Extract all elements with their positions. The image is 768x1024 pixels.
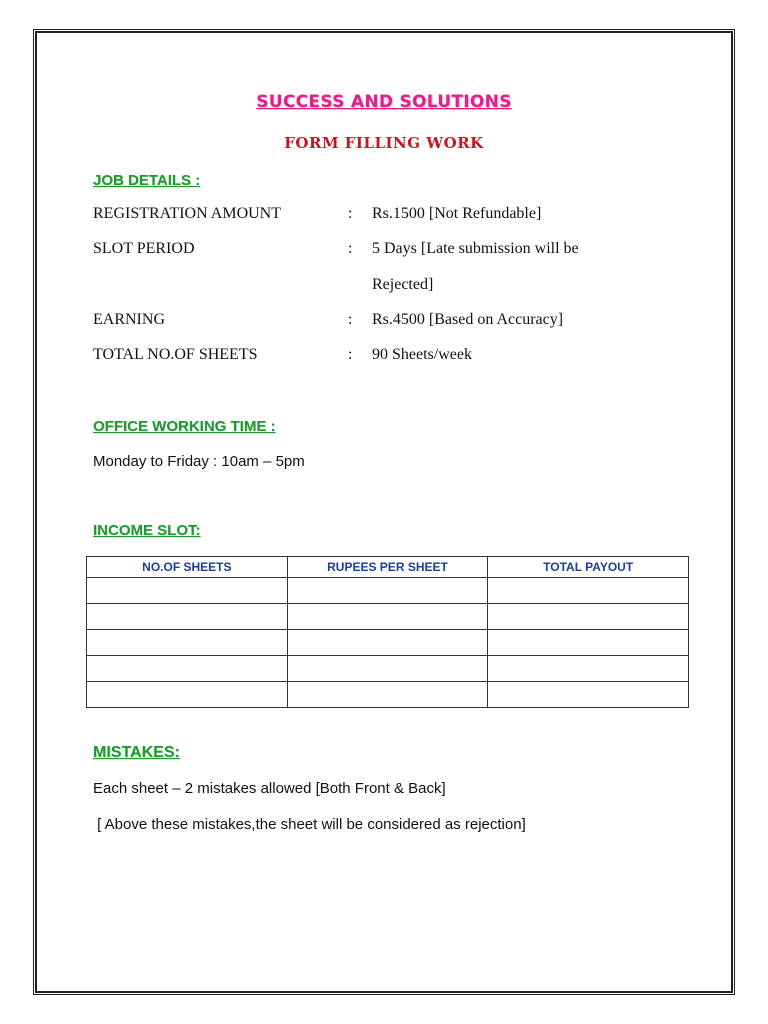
table-row	[87, 682, 689, 708]
table-row	[87, 604, 689, 630]
job-details-heading: JOB DETAILS :	[93, 172, 201, 189]
table-cell	[287, 578, 488, 604]
table-cell	[287, 604, 488, 630]
detail-label: TOTAL NO.OF SHEETS	[93, 346, 258, 363]
office-time-text: Monday to Friday : 10am – 5pm	[93, 453, 305, 470]
detail-row-registration	[93, 205, 693, 229]
table-header-row	[87, 557, 689, 578]
detail-row-earning	[93, 311, 693, 335]
table-cell	[87, 604, 288, 630]
detail-colon: :	[348, 205, 353, 222]
detail-value: Rs.4500 [Based on Accuracy]	[372, 311, 564, 328]
detail-colon: :	[348, 346, 353, 363]
income-slot-table	[86, 556, 689, 708]
table-cell	[488, 682, 689, 708]
detail-label: REGISTRATION AMOUNT	[93, 205, 281, 222]
mistakes-line-2: [ Above these mistakes,the sheet will be considered as rejection]	[93, 816, 526, 833]
column-header: TOTAL PAYOUT	[488, 557, 689, 578]
office-time-heading: OFFICE WORKING TIME :	[93, 418, 276, 435]
detail-value: 90 Sheets/week	[372, 346, 472, 363]
table-row	[87, 630, 689, 656]
table-cell	[87, 656, 288, 682]
table-cell	[287, 656, 488, 682]
detail-label: SLOT PERIOD	[93, 240, 195, 257]
mistakes-heading: MISTAKES:	[93, 744, 180, 761]
detail-row-slot-period	[93, 240, 693, 264]
detail-value-continuation: Rejected]	[372, 276, 434, 293]
table-row	[87, 656, 689, 682]
column-header: RUPEES PER SHEET	[287, 557, 488, 578]
table-cell	[87, 630, 288, 656]
detail-value: 5 Days [Late submission will be	[372, 240, 579, 257]
table-cell	[87, 682, 288, 708]
table-cell	[287, 630, 488, 656]
table-cell	[488, 630, 689, 656]
table-cell	[87, 578, 288, 604]
table-cell	[488, 578, 689, 604]
document-title: SUCCESS AND SOLUTIONS	[256, 92, 512, 112]
detail-colon: :	[348, 311, 353, 328]
detail-value: Rs.1500 [Not Refundable]	[372, 205, 542, 222]
detail-row-total-sheets	[93, 346, 693, 370]
income-slot-heading: INCOME SLOT:	[93, 522, 201, 539]
table-row	[87, 578, 689, 604]
table-cell	[287, 682, 488, 708]
table-cell	[488, 604, 689, 630]
document-subtitle: FORM FILLING WORK	[284, 134, 484, 152]
column-header: NO.OF SHEETS	[87, 557, 288, 578]
detail-label: EARNING	[93, 311, 165, 328]
detail-colon: :	[348, 240, 353, 257]
table-cell	[488, 656, 689, 682]
mistakes-line-1: Each sheet – 2 mistakes allowed [Both Front & Back]	[93, 780, 446, 797]
